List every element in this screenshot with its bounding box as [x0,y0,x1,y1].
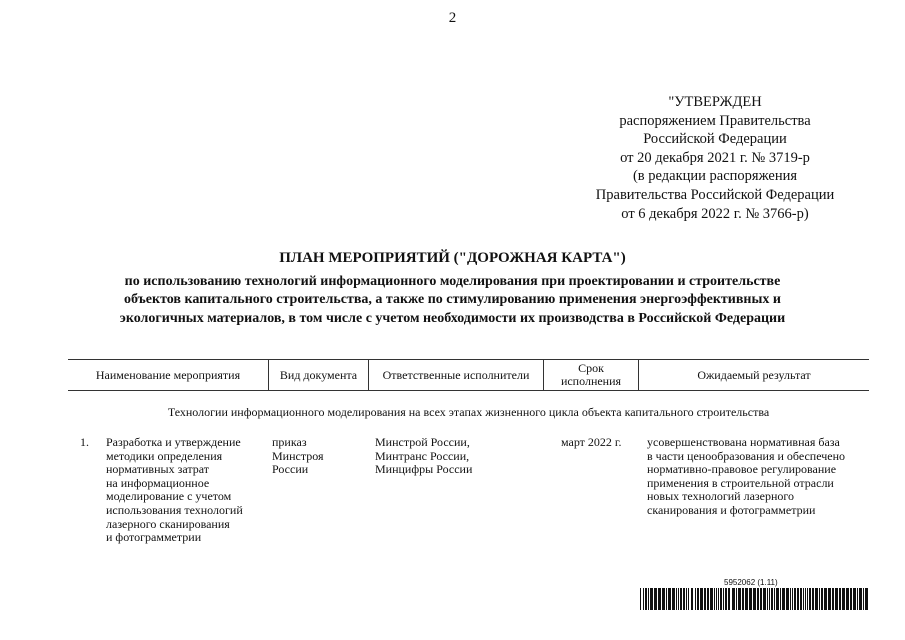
row-result-line: усовершенствована нормативная база [647,435,840,449]
barcode-bar [704,588,706,610]
barcode-bar [824,588,827,610]
plan-subtitle [50,273,855,328]
barcode-bar [691,588,693,610]
approval-line: Российской Федерации [643,131,787,148]
row-name-line: на информационное [106,475,210,490]
barcode-bar [645,588,647,610]
row-name-line: методики определения [106,448,223,463]
barcode-bar [865,588,868,610]
barcode-bar [745,588,748,610]
barcode-bar [846,588,849,610]
barcode-bar [738,588,741,610]
barcode-bar [640,588,641,610]
row-name-line: нормативных затрат [106,462,209,477]
approval-line: распоряжением Правительства [619,112,811,129]
barcode-bar [725,588,727,610]
barcode-bar [668,588,671,610]
barcode-icon [640,588,870,610]
barcode-bar [658,588,661,610]
plan-title: ПЛАН МЕРОПРИЯТИЙ ("ДОРОЖНАЯ КАРТА") [279,250,626,266]
barcode-bar [736,588,737,610]
barcode-bar [786,588,789,610]
barcode-bar [832,588,834,610]
barcode-bar [859,588,862,610]
row-executor-line: Минтранс России, [375,448,470,463]
row-doc-line: Минстроя [272,448,324,463]
subtitle-line: экологичных материалов, в том числе с учетом необходимости их производства в Российской Федерации [119,310,786,326]
barcode-bar [732,588,735,610]
barcode-bar [850,588,852,610]
header-result: Ожидаемый результат [638,360,869,390]
row-name-line: моделирование с учетом [106,489,232,504]
header-doc-type: Вид документа [268,360,368,390]
barcode-bar [839,588,841,610]
row-name-line: и фотограмметрии [106,530,202,545]
barcode-bar [688,588,689,610]
barcode-bar [790,588,791,610]
header-executors: Ответственные исполнители [368,360,543,390]
barcode-bar [695,588,696,610]
header-deadline [543,360,638,390]
barcode-bar [648,588,649,610]
header-deadline-line2: исполнения [560,374,622,388]
barcode-bar [800,588,802,610]
row-result-line: нормативно-правовое регулирование [647,462,837,477]
approval-line: от 20 декабря 2021 г. № 3719-р [620,149,810,166]
barcode-bar [780,588,781,610]
row-doc-line: приказ [272,435,307,449]
barcode-bar [707,588,709,610]
barcode-bar [774,588,775,610]
row-result-line: в части ценообразования и обеспечено [647,448,846,463]
barcode-bar [676,588,677,610]
row-result [647,436,845,518]
barcode-bar [763,588,766,610]
barcode-bar [749,588,752,610]
barcode-bar [807,588,808,610]
barcode-bar [835,588,838,610]
barcode-bar [672,588,675,610]
barcode-bar [680,588,682,610]
subtitle-line: объектов капитального строительства, а также по стимулированию применения энергоэффективных и [123,292,781,308]
barcode-bar [718,588,719,610]
page-number: 2 [448,10,457,26]
barcode-bar [769,588,770,610]
barcode-bar [812,588,814,610]
barcode-bar [714,588,715,610]
barcode-bar [716,588,717,610]
barcode-bar [767,588,768,610]
barcode-bar [819,588,820,610]
barcode-bar [821,588,823,610]
subtitle-line: по использованию технологий информационного моделирования при проектировании и строительстве [124,274,781,289]
approval-line: "УТВЕРЖДЕН [668,94,762,110]
barcode-bar [700,588,703,610]
barcode-bar [723,588,724,610]
barcode [640,578,870,610]
barcode-bar [803,588,804,610]
barcode-bar [678,588,679,610]
section-heading: Технологии информационного моделирования на всех этапах жизненного цикла объекта капитального строительства [167,405,770,419]
barcode-bar [805,588,806,610]
row-result-line: сканирования и фотограмметрии [647,502,816,517]
barcode-bar [760,588,762,610]
barcode-bar [815,588,818,610]
barcode-bar [828,588,831,610]
approval-line: Правительства Российской Федерации [595,186,835,203]
approval-stamp [560,93,870,223]
header-deadline-line1: Срок [578,361,604,375]
barcode-bar [792,588,793,610]
table-header [68,359,869,391]
barcode-bar [797,588,799,610]
row-number: 1. [80,435,89,449]
row-doc-type [272,436,324,477]
row-result-line: применения в строительной отрасли [647,475,834,490]
approval-line: от 6 декабря 2022 г. № 3766-р) [621,205,809,222]
barcode-bar [794,588,796,610]
barcode-bar [857,588,858,610]
row-doc-line: России [272,462,309,477]
barcode-bar [662,588,665,610]
barcode-bar [710,588,713,610]
barcode-label: 5952062 (1.11) [724,578,778,587]
barcode-bar [782,588,785,610]
barcode-bar [683,588,685,610]
barcode-bar [654,588,657,610]
barcode-bar [643,588,644,610]
row-executor-line: Минцифры России [375,462,473,477]
barcode-bar [842,588,845,610]
barcode-bar [720,588,722,610]
approval-line: (в редакции распоряжения [632,168,798,185]
row-name [106,436,243,545]
barcode-bar [728,588,730,610]
row-name-line: лазерного сканирования [106,516,230,531]
barcode-bar [666,588,667,610]
barcode-bar [809,588,811,610]
barcode-bar [771,588,773,610]
barcode-bar [742,588,744,610]
row-executors [375,436,472,477]
header-name: Наименование мероприятия [95,367,241,382]
barcode-bar [757,588,759,610]
row-name-line: использования технологий [106,502,243,517]
row-deadline: март 2022 г. [561,435,622,449]
barcode-bar [863,588,864,610]
row-result-line: новых технологий лазерного [647,489,795,504]
barcode-bar [776,588,779,610]
row-executor-line: Минстрой России, [375,435,470,449]
barcode-bar [853,588,856,610]
barcode-bar [753,588,756,610]
barcode-bar [697,588,699,610]
barcode-bar [650,588,653,610]
barcode-bar [686,588,687,610]
row-name-line: Разработка и утверждение [106,435,241,449]
